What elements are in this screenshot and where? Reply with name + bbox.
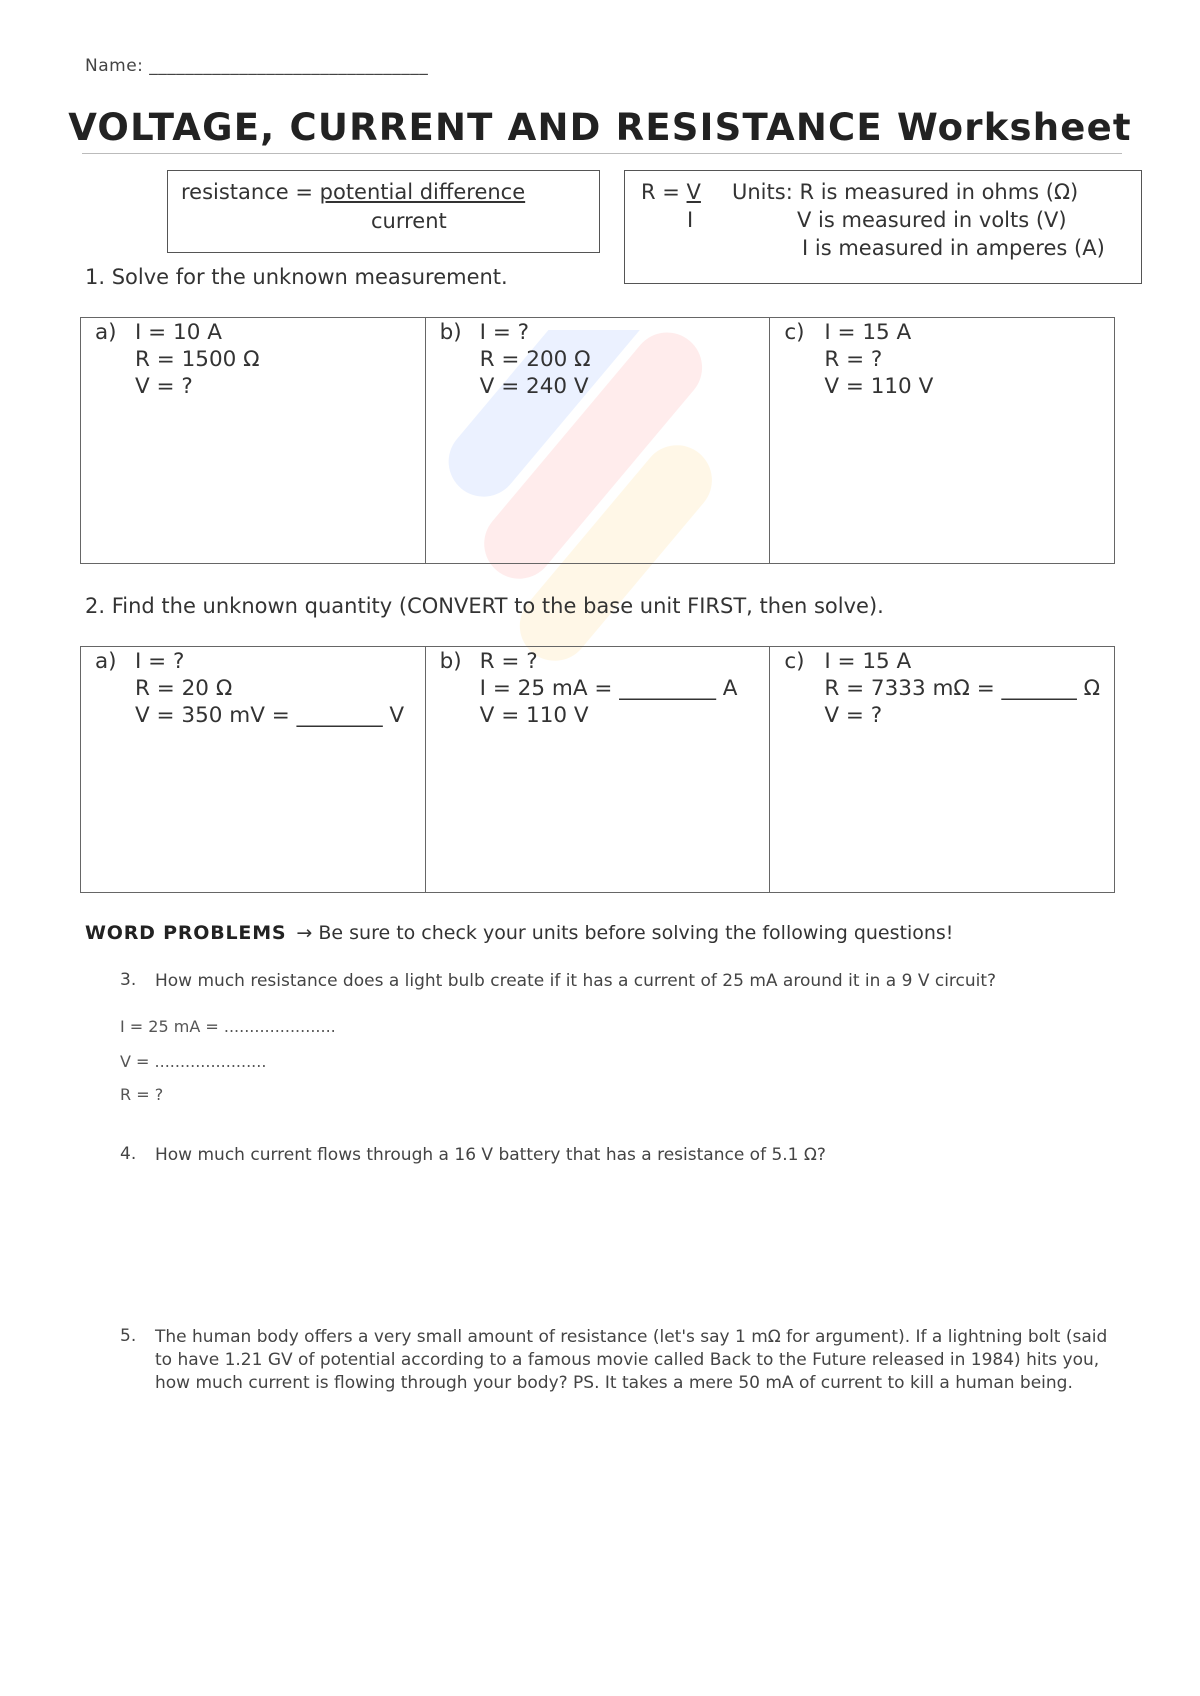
cell-line: I = 25 mA = _________ A <box>479 676 738 701</box>
formula-v: V <box>686 180 701 204</box>
problem-number: 3. <box>120 970 137 990</box>
cell-line: I = 15 A <box>824 320 912 345</box>
ohms-law-formula <box>641 180 701 204</box>
cell-line: R = ? <box>479 649 538 674</box>
cell-line: V = 240 V <box>479 374 589 399</box>
formula-denominator: current <box>371 209 447 233</box>
word-problems-heading <box>85 922 953 944</box>
q2-cell-b[interactable] <box>425 647 770 893</box>
q2-cell-a[interactable] <box>81 647 426 893</box>
name-field-label: Name: _______________________________ <box>85 56 429 76</box>
units-line-voltage: V is measured in volts (V) <box>797 208 1067 232</box>
q3-work-line-current[interactable]: I = 25 mA = ...................... <box>120 1017 336 1036</box>
cell-line: I = 15 A <box>824 649 912 674</box>
cell-line: V = 350 mV = ________ V <box>135 703 405 728</box>
cell-label: c) <box>784 649 805 674</box>
q2-cell-c[interactable] <box>770 647 1115 893</box>
units-box <box>624 170 1142 284</box>
question-1-heading: 1. Solve for the unknown measurement. <box>85 265 508 289</box>
cell-label: b) <box>439 320 462 345</box>
cell-label: b) <box>439 649 462 674</box>
problem-text: The human body offers a very small amount of resistance (let's say 1 mΩ for argument). If a lightning bolt (said to have 1.21 GV of potential according to a famous movie called Back to the Future released in 1984) hits you, how much current is flowing through your body? PS. It takes a mere 50 mA of current to kill a human being. <box>155 1327 1108 1393</box>
cell-line: R = 1500 Ω <box>135 347 260 372</box>
q3-work-line-resistance: R = ? <box>120 1085 164 1104</box>
cell-line: I = 10 A <box>135 320 222 345</box>
cell-line: R = 20 Ω <box>135 676 233 701</box>
q3-work-line-voltage[interactable]: V = ...................... <box>120 1052 267 1071</box>
worksheet-title: VOLTAGE, CURRENT AND RESISTANCE Worksheet <box>68 106 1132 149</box>
units-line-current: I is measured in amperes (A) <box>802 236 1105 260</box>
formula-lhs: resistance = <box>181 180 320 204</box>
cell-line: I = ? <box>479 320 530 345</box>
question-2-heading: 2. Find the unknown quantity (CONVERT to the base unit FIRST, then solve). <box>85 594 884 618</box>
formula-box <box>167 170 600 253</box>
cell-line: V = ? <box>135 374 193 399</box>
cell-label: c) <box>784 320 805 345</box>
problem-text: How much resistance does a light bulb create if it has a current of 25 mA around it in a 9 V circuit? <box>155 971 997 991</box>
word-problems-note: → Be sure to check your units before solving the following questions! <box>296 922 954 944</box>
problem-text: How much current flows through a 16 V battery that has a resistance of 5.1 Ω? <box>155 1145 826 1165</box>
cell-line: R = 7333 mΩ = _______ Ω <box>824 676 1101 701</box>
question-2-grid <box>80 646 1115 893</box>
formula-r: R = <box>641 180 687 204</box>
word-problems-title: WORD PROBLEMS <box>85 922 287 944</box>
problem-number: 5. <box>120 1326 137 1346</box>
title-divider <box>82 153 1122 154</box>
cell-label: a) <box>95 320 117 345</box>
q1-cell-b[interactable] <box>425 318 770 564</box>
cell-line: R = 200 Ω <box>479 347 591 372</box>
cell-line: V = 110 V <box>824 374 934 399</box>
cell-line: V = 110 V <box>479 703 589 728</box>
q1-cell-c[interactable] <box>770 318 1115 564</box>
question-1-grid <box>80 317 1115 564</box>
formula-i: I <box>687 208 694 232</box>
q1-cell-a[interactable] <box>81 318 426 564</box>
units-line-resistance: Units: R is measured in ohms (Ω) <box>732 180 1079 204</box>
cell-label: a) <box>95 649 117 674</box>
problem-number: 4. <box>120 1144 137 1164</box>
formula-numerator: potential difference <box>319 180 526 204</box>
cell-line: I = ? <box>135 649 185 674</box>
formula-line <box>181 180 525 204</box>
cell-line: V = ? <box>824 703 883 728</box>
cell-line: R = ? <box>824 347 883 372</box>
